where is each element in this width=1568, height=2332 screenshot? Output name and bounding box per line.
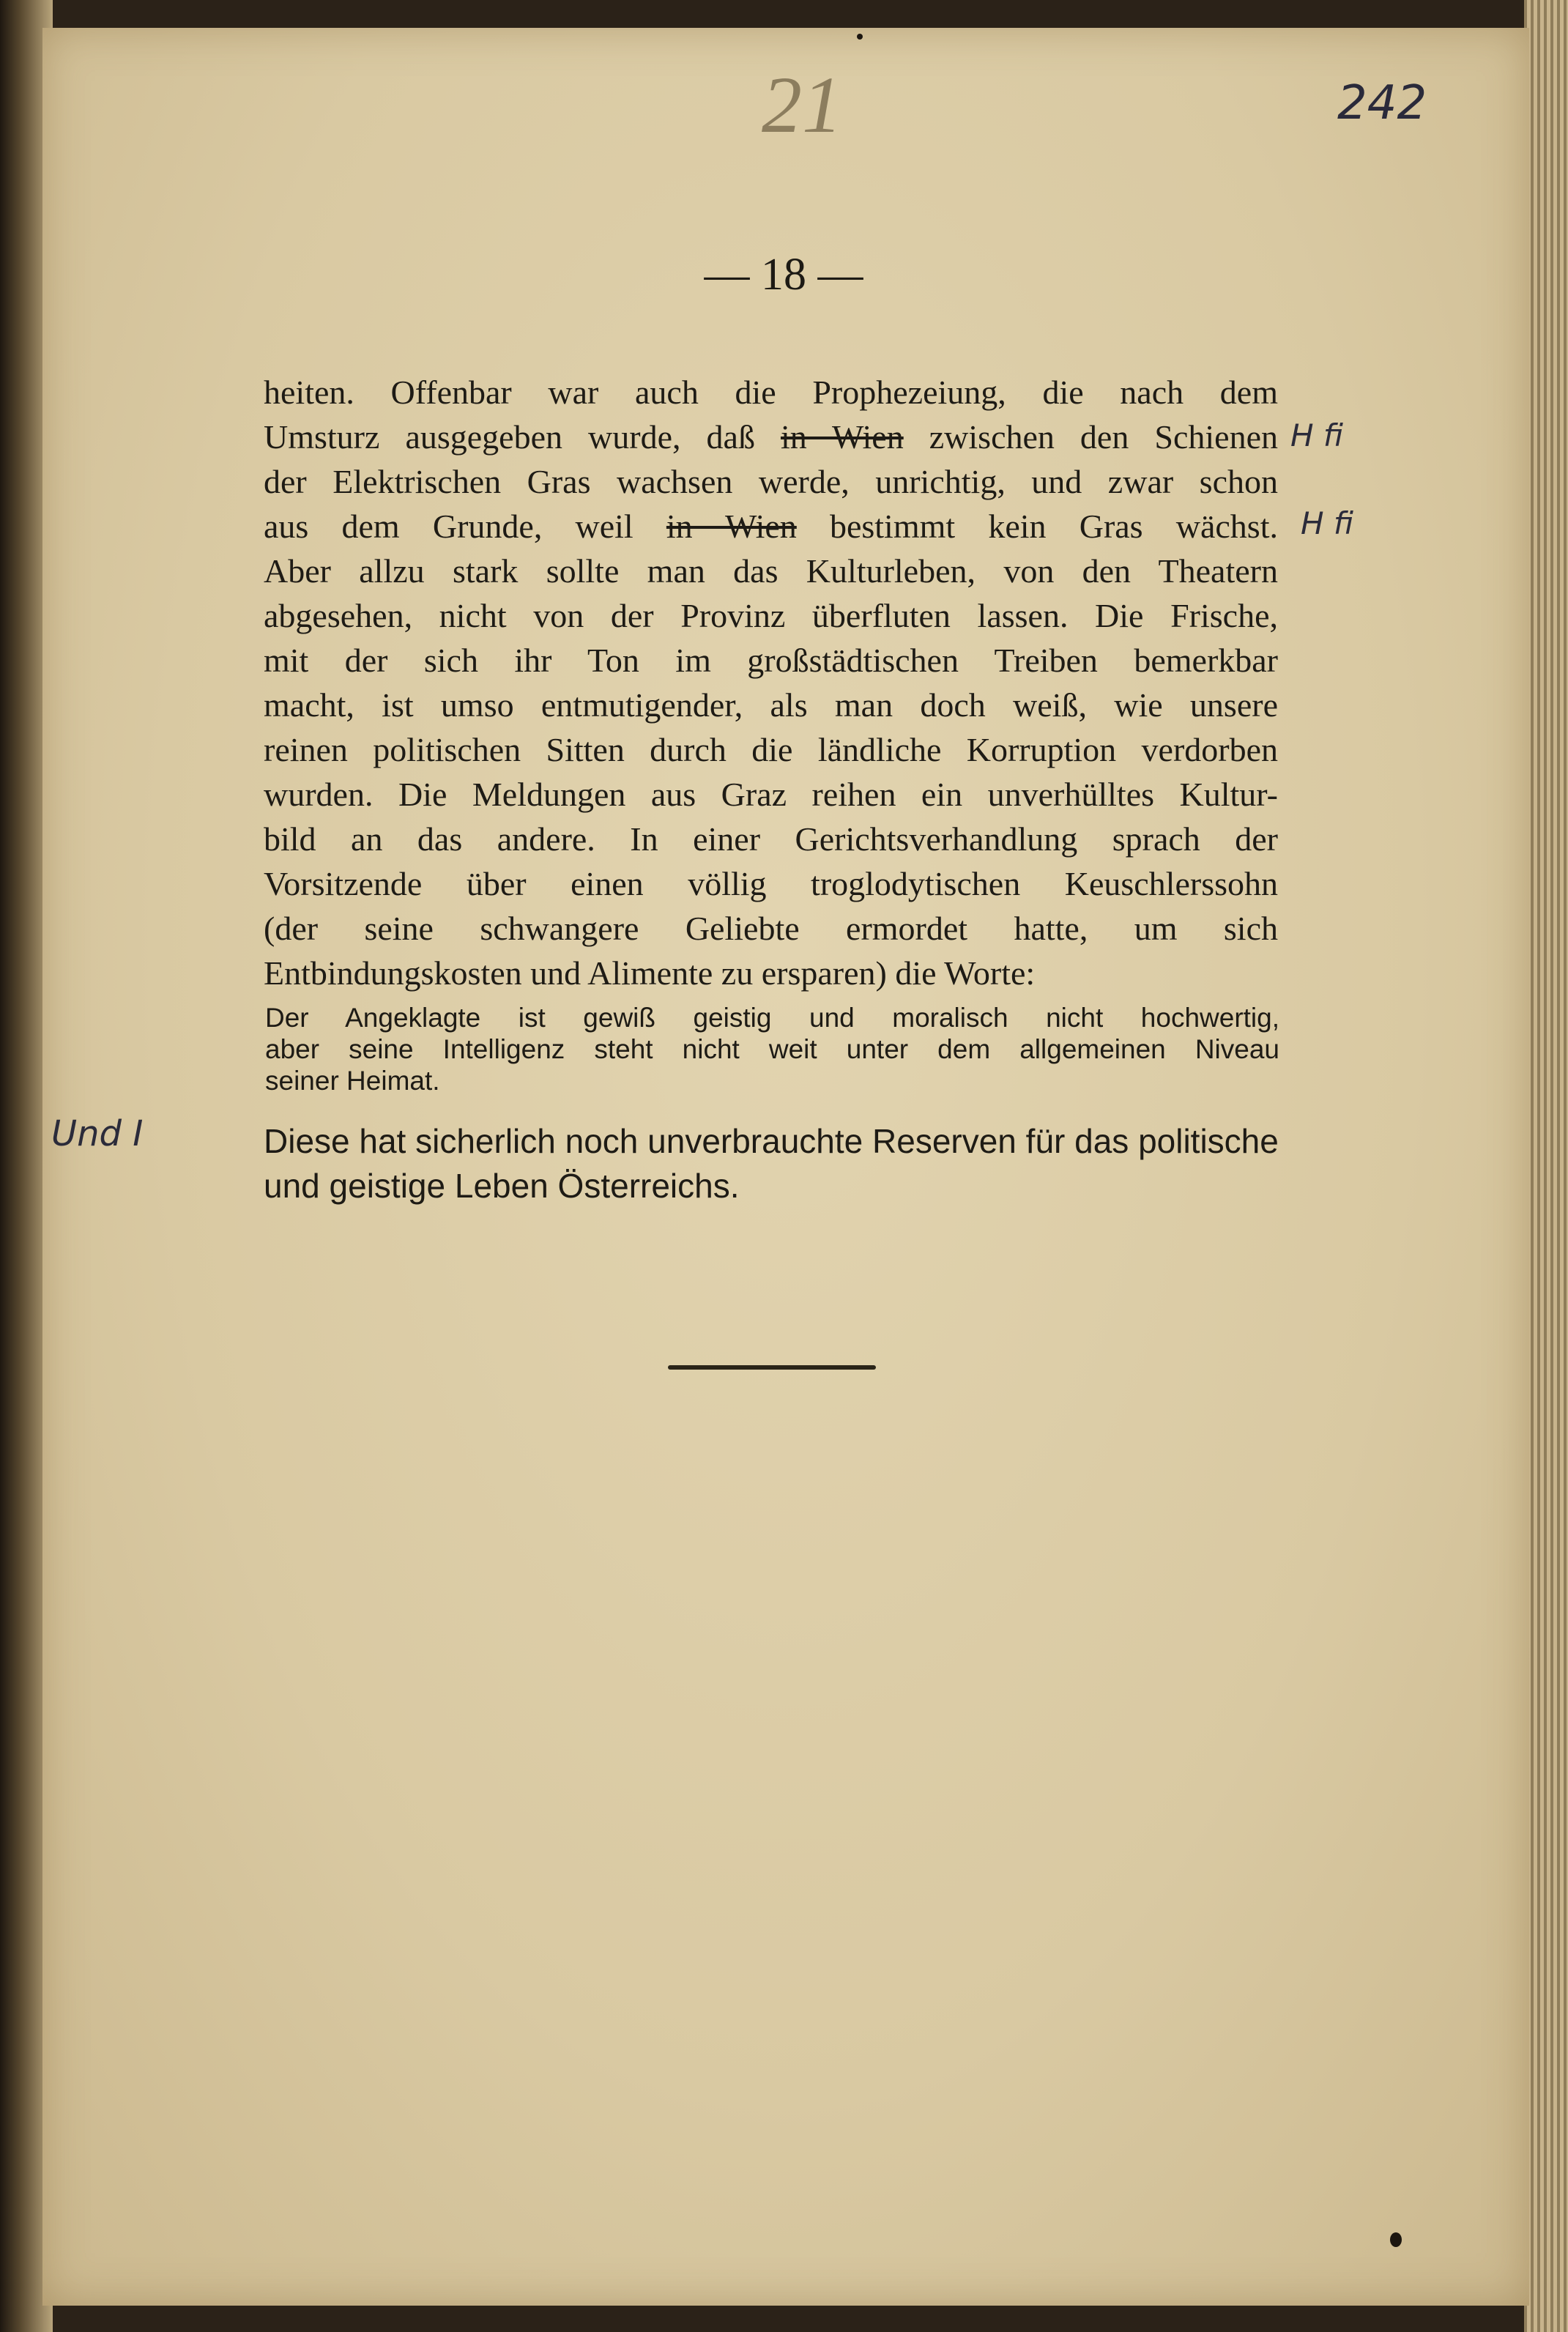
margin-note: H fi xyxy=(1301,505,1354,541)
page-edges xyxy=(1524,0,1568,2332)
text-line: Aber allzu stark sollte man das Kulturleben, von den Theatern xyxy=(264,552,1278,590)
text-line: macht, ist umso entmutigender, als man doch weiß, wie unsere xyxy=(264,686,1278,724)
text-line: (der seine schwangere Geliebte ermordet hatte, um sich xyxy=(264,910,1278,947)
closing-paragraph xyxy=(264,1119,1278,1208)
ink-speck xyxy=(857,34,863,40)
quote-line: Der Angeklagte ist gewiß geistig und moralisch nicht hochwertig, xyxy=(265,1003,1279,1033)
handwritten-folio-number: 242 xyxy=(1337,76,1427,130)
quote-line: aber seine Intelligenz steht nicht weit unter dem allgemeinen Niveau xyxy=(265,1034,1279,1064)
text-line: der Elektrischen Gras wachsen werde, unrichtig, und zwar schon xyxy=(264,463,1278,500)
struck-text: in Wien xyxy=(780,418,904,456)
struck-text: in Wien xyxy=(666,508,797,545)
text-line: und geistige Leben Österreichs. xyxy=(264,1167,740,1205)
page-number: — 18 — xyxy=(704,250,863,300)
text-line: aus dem Grunde, weil in Wien bestimmt kein Gras wächst. xyxy=(264,508,1278,545)
text-line: Entbindungskosten und Alimente zu ersparen) die Worte: xyxy=(264,954,1036,992)
quote-line: seiner Heimat. xyxy=(265,1066,440,1096)
ink-speck xyxy=(1390,2232,1402,2247)
text-line: heiten. Offenbar war auch die Prophezeiung, die nach dem xyxy=(264,374,1278,411)
text-line: Vorsitzende über einen völlig troglodytischen Keuschlerssohn xyxy=(264,865,1278,902)
margin-note: H fi xyxy=(1290,417,1344,453)
text-line: bild an das andere. In einer Gerichtsverhandlung sprach der xyxy=(264,820,1278,858)
text-line: abgesehen, nicht von der Provinz überfluten lassen. Die Frische, xyxy=(264,597,1278,634)
block-quote xyxy=(265,1002,1279,1096)
main-paragraph xyxy=(264,370,1278,995)
end-rule xyxy=(668,1365,876,1370)
text-line: Diese hat sicherlich noch unverbrauchte Reserven für das politische xyxy=(264,1122,1279,1160)
text-line: Umsturz ausgegeben wurde, daß in Wien zwischen den Schienen xyxy=(264,418,1278,456)
text-line: reinen politischen Sitten durch die ländliche Korruption verdorben xyxy=(264,731,1278,768)
faded-stamp: 21 xyxy=(762,60,842,149)
text-line: wurden. Die Meldungen aus Graz reihen ein unverhülltes Kultur- xyxy=(264,776,1278,813)
text-line: mit der sich ihr Ton im großstädtischen Treiben bemerkbar xyxy=(264,642,1278,679)
margin-note: Und I xyxy=(51,1113,144,1154)
